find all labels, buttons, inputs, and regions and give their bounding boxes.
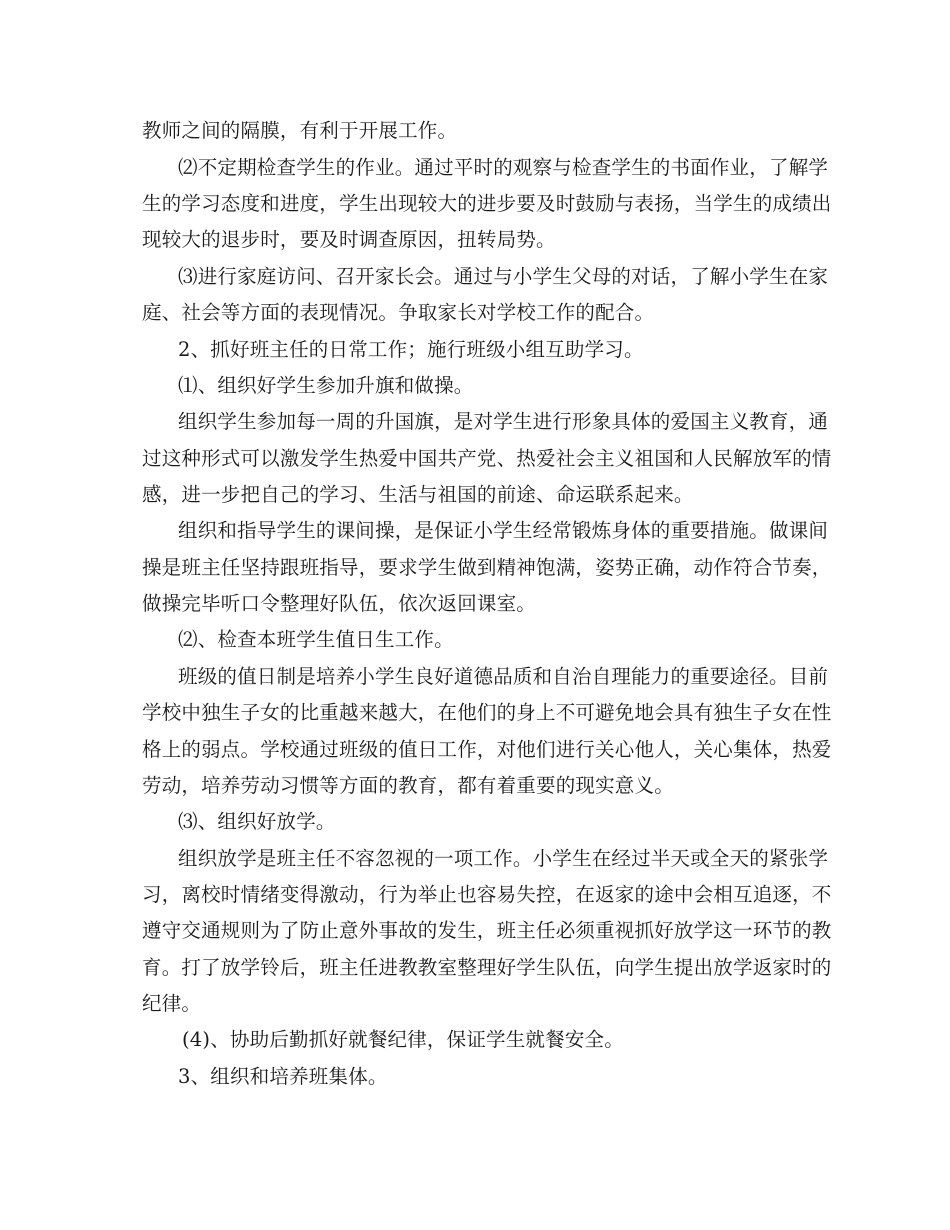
- text-line: 3、组织和培养班集体。: [178, 1065, 388, 1088]
- text-line: 学校中独生子女的比重越来越大，在他们的身上不可避免地会具有独生子女在性: [142, 701, 832, 724]
- text-line: 操是班主任坚持跟班指导，要求学生做到精神饱满，姿势正确，动作符合节奏，: [142, 556, 832, 579]
- text-line: 纪律。: [142, 992, 202, 1015]
- text-line: 过这种形式可以激发学生热爱中国共产党、热爱社会主义祖国和人民解放军的情: [142, 447, 832, 470]
- text-line: 现较大的退步时，要及时调查原因，扭转局势。: [142, 228, 556, 251]
- text-line: ⑶、组织好放学。: [178, 810, 336, 833]
- text-line: ⑵、检查本班学生值日生工作。: [178, 628, 454, 651]
- text-line: ⑵不定期检查学生的作业。通过平时的观察与检查学生的书面作业，了解学: [178, 156, 829, 179]
- text-line: ⑶进行家庭访问、召开家长会。通过与小学生父母的对话，了解小学生在家: [178, 265, 829, 288]
- text-line: 班级的值日制是培养小学生良好道德品质和自治自理能力的重要途径。目前: [178, 665, 829, 688]
- text-line: 遵守交通规则为了防止意外事故的发生，班主任必须重视抓好放学这一环节的教: [142, 919, 832, 942]
- text-line: 育。打了放学铃后，班主任进教教室整理好学生队伍，向学生提出放学返家时的: [142, 956, 832, 979]
- text-line: 教师之间的隔膜，有利于开展工作。: [142, 119, 458, 142]
- text-line: 习，离校时情绪变得激动，行为举止也容易失控，在返家的途中会相互追逐，不: [142, 883, 832, 906]
- text-line: ⑴、组织好学生参加升旗和做操。: [178, 374, 474, 397]
- text-line: 2、抓好班主任的日常工作；施行班级小组互助学习。: [178, 338, 644, 361]
- text-line: 组织和指导学生的课间操，是保证小学生经常锻炼身体的重要措施。做课间: [178, 519, 829, 542]
- text-line: 感，进一步把自己的学习、生活与祖国的前途、命运联系起来。: [142, 483, 694, 506]
- text-line: 生的学习态度和进度，学生出现较大的进步要及时鼓励与表扬，当学生的成绩出: [142, 192, 832, 215]
- text-line: 组织学生参加每一周的升国旗，是对学生进行形象具体的爱国主义教育，通: [178, 410, 829, 433]
- text-line: 庭、社会等方面的表现情况。争取家长对学校工作的配合。: [142, 301, 655, 324]
- text-line: 组织放学是班主任不容忽视的一项工作。小学生在经过半天或全天的紧张学: [178, 847, 829, 870]
- text-line: (4)、协助后勤抓好就餐纪律，保证学生就餐安全。: [182, 1028, 624, 1051]
- text-line: 劳动，培养劳动习惯等方面的教育，都有着重要的现实意义。: [142, 774, 674, 797]
- text-line: 格上的弱点。学校通过班级的值日工作，对他们进行关心他人，关心集体，热爱: [142, 738, 832, 761]
- text-line: 做操完毕听口令整理好队伍，依次返回课室。: [142, 592, 537, 615]
